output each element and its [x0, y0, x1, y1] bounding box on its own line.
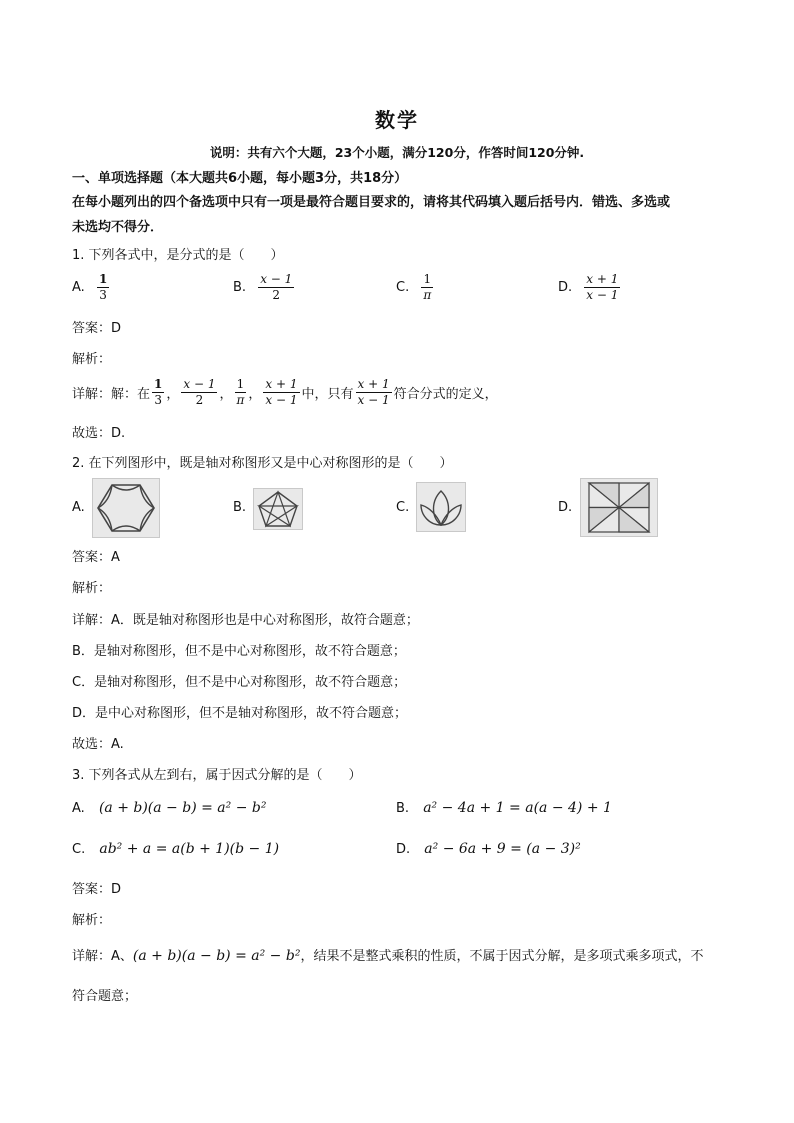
separator: ， — [219, 387, 233, 402]
fraction-numerator: x + 1 — [586, 272, 619, 286]
section-instructions-line1: 在每小题列出的四个备选项中只有一项是最符合题目要求的，请将其代码填入题后括号内．错选、多选或 — [72, 195, 671, 210]
q1-option-c-fraction — [421, 272, 433, 303]
q1-option-a — [72, 272, 111, 303]
detail-fraction-d — [263, 377, 299, 408]
q1-option-b-fraction — [258, 272, 294, 303]
q1-option-c — [396, 272, 435, 303]
fraction-denominator: π — [423, 288, 432, 302]
fraction-denominator: 2 — [272, 288, 281, 302]
q3-detail-suffix: ，结果不是整式乘积的性质，不属于因式分解，是多项式乘多项式，不 — [300, 949, 704, 964]
q2-option-b-label: B. — [233, 500, 247, 515]
q2-detail-line: 详解：A．既是轴对称图形也是中心对称图形，故符合题意； — [72, 613, 419, 628]
q1-detail-mid: 中，只有 — [301, 387, 354, 402]
fraction-denominator: 2 — [195, 393, 204, 407]
fraction-numerator: x − 1 — [183, 377, 216, 391]
q1-detail-suffix: 符合分式的定义， — [393, 387, 498, 402]
section-heading: 一、单项选择题（本大题共6小题，每小题3分，共18分） — [72, 171, 408, 186]
fraction-numerator: 1 — [236, 377, 245, 391]
q1-option-a-label: A. — [72, 280, 85, 295]
q1-detail — [72, 377, 498, 408]
q3-option-d-label: D. — [396, 842, 411, 857]
q1-stem: 1. 下列各式中，是分式的是（ ） — [72, 248, 284, 263]
detail-fraction-a — [152, 377, 164, 408]
q3-detail-line2: 符合题意； — [72, 989, 138, 1004]
pentagram-figure — [253, 488, 303, 530]
q2-option-a-label: A. — [72, 500, 85, 515]
q3-detail — [72, 945, 703, 964]
q1-option-b-label: B. — [233, 280, 247, 295]
exam-note: 说明：共有六个大题，23个小题，满分120分，作答时间120分钟. — [209, 145, 585, 160]
q3-option-a — [72, 800, 266, 816]
fraction-denominator: 3 — [99, 288, 107, 302]
q2-conclusion: 故选：A. — [72, 737, 124, 752]
q2-option-d-label: D. — [558, 500, 573, 515]
q1-option-a-fraction — [97, 272, 109, 303]
detail-fraction-answer — [356, 377, 392, 408]
q3-detail-prefix: 详解：A、 — [72, 949, 133, 964]
fraction-numerator: 1 — [154, 377, 163, 391]
fraction-denominator: x − 1 — [265, 393, 298, 407]
separator: ， — [248, 387, 262, 402]
q2-detail-line: C．是轴对称图形，但不是中心对称图形，故不符合题意； — [72, 675, 407, 690]
q1-conclusion: 故选：D. — [72, 426, 126, 441]
q3-stem: 3. 下列各式从左到右，属于因式分解的是（ ） — [72, 768, 362, 783]
fraction-denominator: x − 1 — [586, 288, 619, 302]
fraction-numerator: x + 1 — [265, 377, 298, 391]
q2-option-c-label: C. — [396, 500, 410, 515]
q1-option-d-fraction — [584, 272, 620, 303]
q2-detail-line: D．是中心对称图形，但不是轴对称图形，故不符合题意； — [72, 706, 408, 721]
fraction-numerator: x − 1 — [260, 272, 293, 286]
q3-option-c-label: C. — [72, 842, 86, 857]
fraction-denominator: 3 — [154, 393, 163, 407]
lotus-figure — [416, 482, 466, 532]
fraction-numerator: x + 1 — [357, 377, 390, 391]
fraction-denominator: π — [236, 393, 245, 407]
q3-option-d — [396, 841, 581, 857]
q3-option-a-label: A. — [72, 801, 85, 816]
q1-option-d-label: D. — [558, 280, 573, 295]
q1-option-c-label: C. — [396, 280, 410, 295]
q3-analysis: 解析： — [72, 913, 112, 928]
page-title: 数学 — [375, 108, 419, 132]
separator: ， — [166, 387, 180, 402]
q1-detail-prefix: 详解：解：在 — [72, 387, 151, 402]
fraction-denominator: x − 1 — [357, 393, 390, 407]
q3-detail-expr: (a + b)(a − b) = a² − b² — [132, 948, 301, 964]
q3-answer: 答案：D — [72, 882, 122, 897]
q2-analysis: 解析： — [72, 581, 112, 596]
q3-option-c — [72, 841, 279, 857]
detail-fraction-b — [181, 377, 217, 408]
q2-answer: 答案：A — [72, 550, 120, 565]
fraction-numerator: 1 — [423, 272, 432, 286]
q3-option-b-label: B. — [396, 801, 410, 816]
q1-option-d — [558, 272, 622, 303]
fraction-numerator: 1 — [98, 272, 108, 286]
q3-option-a-expr: (a + b)(a − b) = a² − b² — [98, 800, 267, 816]
q3-option-d-expr: a² − 6a + 9 = (a − 3)² — [424, 841, 581, 857]
q3-option-b — [396, 800, 612, 816]
q2-stem: 2. 在下列图形中，既是轴对称图形又是中心对称图形的是（ ） — [72, 456, 453, 471]
section-instructions-line2: 未选均不得分． — [72, 220, 164, 235]
hexagon-arcs-figure — [92, 478, 160, 538]
q1-option-b — [233, 272, 296, 303]
q1-analysis: 解析： — [72, 352, 112, 367]
q2-detail-line: B．是轴对称图形，但不是中心对称图形，故不符合题意； — [72, 644, 406, 659]
q3-option-b-expr: a² − 4a + 1 = a(a − 4) + 1 — [423, 800, 612, 816]
pinwheel-figure — [580, 478, 658, 537]
q3-option-c-expr: ab² + a = a(b + 1)(b − 1) — [99, 841, 280, 857]
q1-answer: 答案：D — [72, 321, 122, 336]
detail-fraction-c — [235, 377, 247, 408]
